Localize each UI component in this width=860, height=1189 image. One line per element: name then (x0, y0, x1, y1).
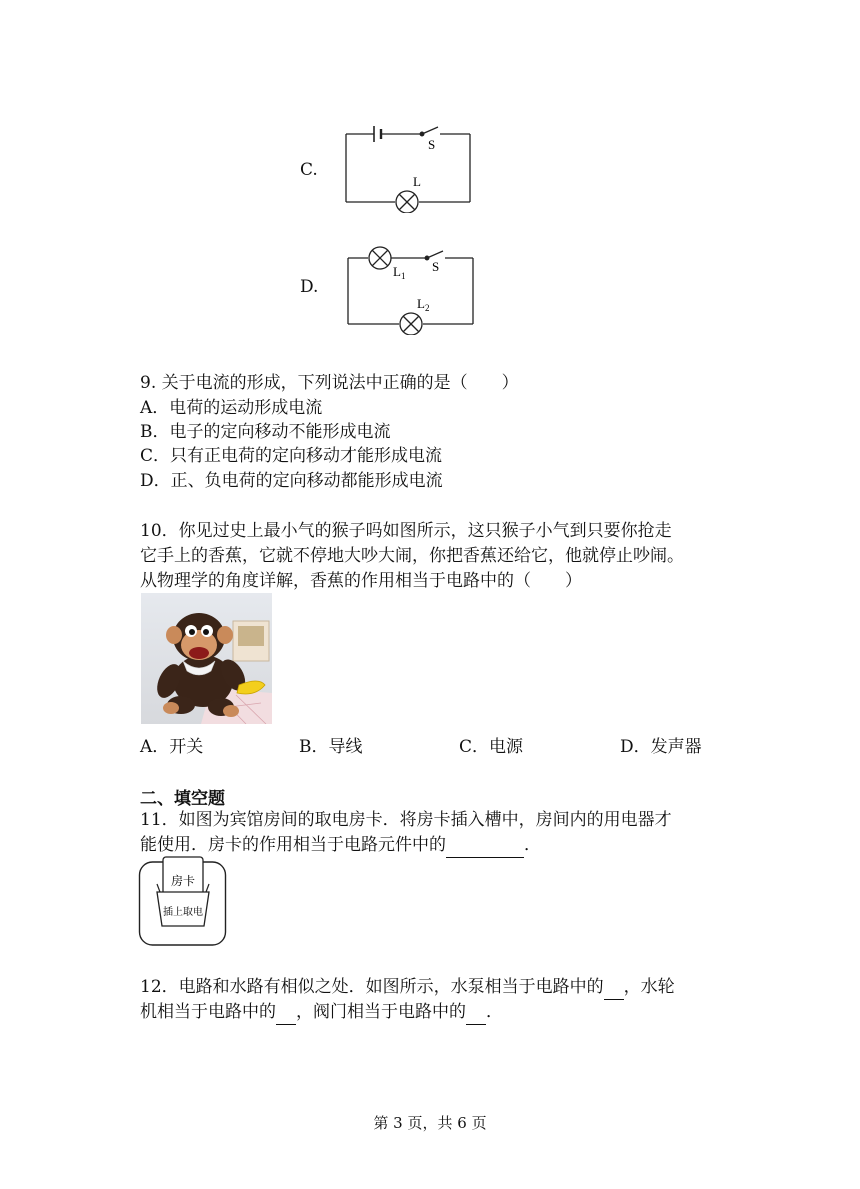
page-footer: 第 3 页，共 6 页 (373, 1114, 487, 1132)
question-10-line-1: 10．你见过史上最小气的猴子吗如图所示，这只猴子小气到只要你抢走 (140, 521, 672, 541)
lamp-l2-label: $L_2$ (417, 296, 430, 313)
question-9-option-c: C．只有正电荷的定向移动才能形成电流 (140, 446, 443, 466)
question-9-option-a: A．电荷的运动形成电流 (140, 398, 323, 418)
question-9-stem: 9. 关于电流的形成，下列说法中正确的是（ ） (140, 373, 519, 393)
question-10-option-c: C．电源 (459, 737, 524, 757)
question-12-text-5: ． (486, 1002, 503, 1022)
question-10-line-2: 它手上的香蕉，它就不停地大吵大闹，你把香蕉还给它，他就停止吵闹。 (140, 546, 684, 566)
answer-blank[interactable] (446, 833, 524, 858)
question-12-text-4: ，阀门相当于电路中的 (296, 1002, 466, 1022)
question-12-text-3: 机相当于电路中的 (140, 1002, 276, 1022)
switch-s-label: S (428, 137, 436, 152)
room-card-label: 房卡 (170, 874, 196, 888)
question-11-period: ． (524, 835, 541, 855)
answer-blank[interactable] (276, 1000, 296, 1025)
switch-s-label: S (432, 259, 440, 274)
section-title: 二、填空题 (140, 789, 225, 809)
question-9-option-b: B．电子的定向移动不能形成电流 (140, 422, 391, 442)
question-12-line-2 (140, 1000, 503, 1025)
question-10-line-3: 从物理学的角度详解，香蕉的作用相当于电路中的（ ） (140, 571, 582, 591)
question-9-option-d: D．正、负电荷的定向移动都能形成电流 (140, 471, 443, 491)
option-d-label: D. (300, 277, 319, 297)
question-10-option-b: B．导线 (299, 737, 363, 757)
answer-blank[interactable] (604, 975, 624, 1000)
room-card-figure (138, 854, 228, 948)
circuit-diagram-d (343, 240, 483, 335)
answer-blank[interactable] (466, 1000, 486, 1025)
question-11-text: 能使用．房卡的作用相当于电路元件中的 (140, 835, 446, 855)
monkey-toy-photo (141, 593, 272, 724)
question-11-line-1: 11．如图为宾馆房间的取电房卡．将房卡插入槽中，房间内的用电器才 (140, 810, 672, 830)
question-12-text-1: 12．电路和水路有相似之处．如图所示，水泵相当于电路中的 (140, 977, 604, 997)
question-10-option-a: A．开关 (140, 737, 204, 757)
option-c-label: C. (300, 160, 318, 180)
lamp-l1-label: $L_1$ (393, 264, 406, 281)
question-12-text-2: ，水轮 (623, 977, 675, 997)
slot-label: 插上取电 (163, 907, 203, 918)
circuit-diagram-c (340, 118, 480, 213)
question-12-line-1 (140, 975, 675, 1000)
question-10-option-d: D．发声器 (620, 737, 702, 757)
lamp-l-label: L (413, 174, 421, 189)
